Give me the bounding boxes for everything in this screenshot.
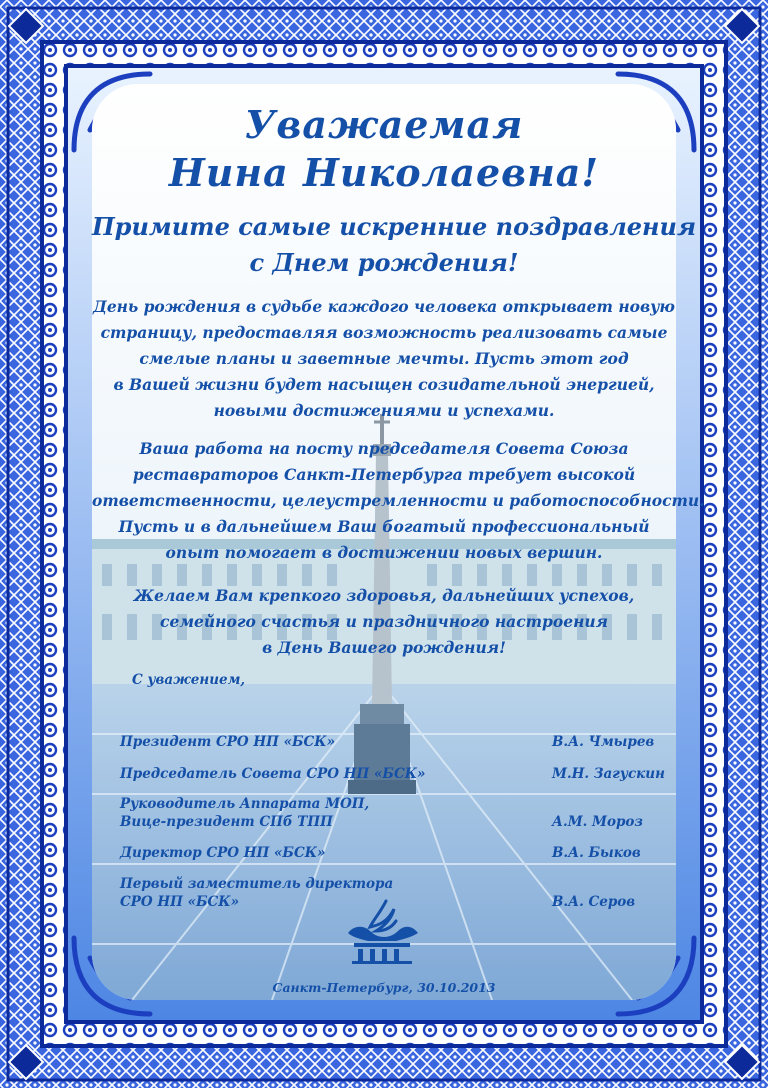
signature-3-title-line-1: Руководитель Аппарата МОП, [120, 796, 370, 812]
signature-5-title-line-1: Первый заместитель директора [120, 876, 394, 892]
signature-3-name: А.М. Мороз [552, 814, 644, 830]
paragraph-1-line-3: смелые планы и заветные мечты. Пусть этот год [139, 349, 629, 368]
subtitle-line-2: с Днем рождения! [249, 248, 519, 277]
paragraph-2-line-1: Ваша работа на посту председателя Совета Союза [139, 439, 629, 458]
signature-4-title: Директор СРО НП «БСК» [120, 845, 326, 861]
paragraph-1-line-5: новыми достижениями и успехами. [213, 401, 555, 420]
signature-5-name: В.А. Серов [552, 894, 636, 910]
paragraph-2-line-2: реставраторов Санкт-Петербурга требует высокой [132, 465, 636, 484]
signature-5-title-line-2: СРО НП «БСК» [120, 894, 240, 910]
paragraph-1-line-2: страницу, предоставляя возможность реализовать самые [100, 323, 668, 342]
paragraph-2-line-4: Пусть и в дальнейшем Ваш богатый профессиональный [118, 517, 650, 536]
signature-4-name: В.А. Быков [552, 845, 641, 861]
paragraph-3-line-1: Желаем Вам крепкого здоровья, дальнейших успехов, [133, 586, 635, 605]
signature-1-name: В.А. Чмырев [552, 734, 655, 750]
signature-2-name: М.Н. Загускин [552, 766, 665, 782]
subtitle-line-1: Примите самые искренние поздравления [92, 212, 697, 241]
paragraph-2-line-5: опыт помогает в достижении новых вершин. [165, 543, 603, 562]
paragraph-1-line-4: в Вашей жизни будет насыщен созидательной энергией, [113, 375, 655, 394]
paragraph-3-line-2: семейного счастья и праздничного настроения [160, 612, 608, 631]
paragraph-2-line-3: ответственности, целеустремленности и работоспособности. [92, 491, 705, 510]
organization-logo-icon [340, 895, 424, 965]
paragraph-1-line-1: День рождения в судьбе каждого человека открывает новую [93, 297, 675, 316]
place-and-date: Санкт-Петербург, 30.10.2013 [272, 980, 496, 995]
greeting-line-1: Уважаемая [244, 102, 524, 147]
paragraph-3-line-3: в День Вашего рождения! [262, 638, 506, 657]
signature-1-title: Президент СРО НП «БСК» [120, 734, 336, 750]
greeting-line-2: Нина Николаевна! [168, 150, 600, 195]
signature-3-title-line-2: Вице-президент СПб ТПП [120, 814, 333, 830]
signature-2-title: Председатель Совета СРО НП «БСК» [120, 766, 426, 782]
closing-phrase: С уважением, [132, 672, 246, 688]
